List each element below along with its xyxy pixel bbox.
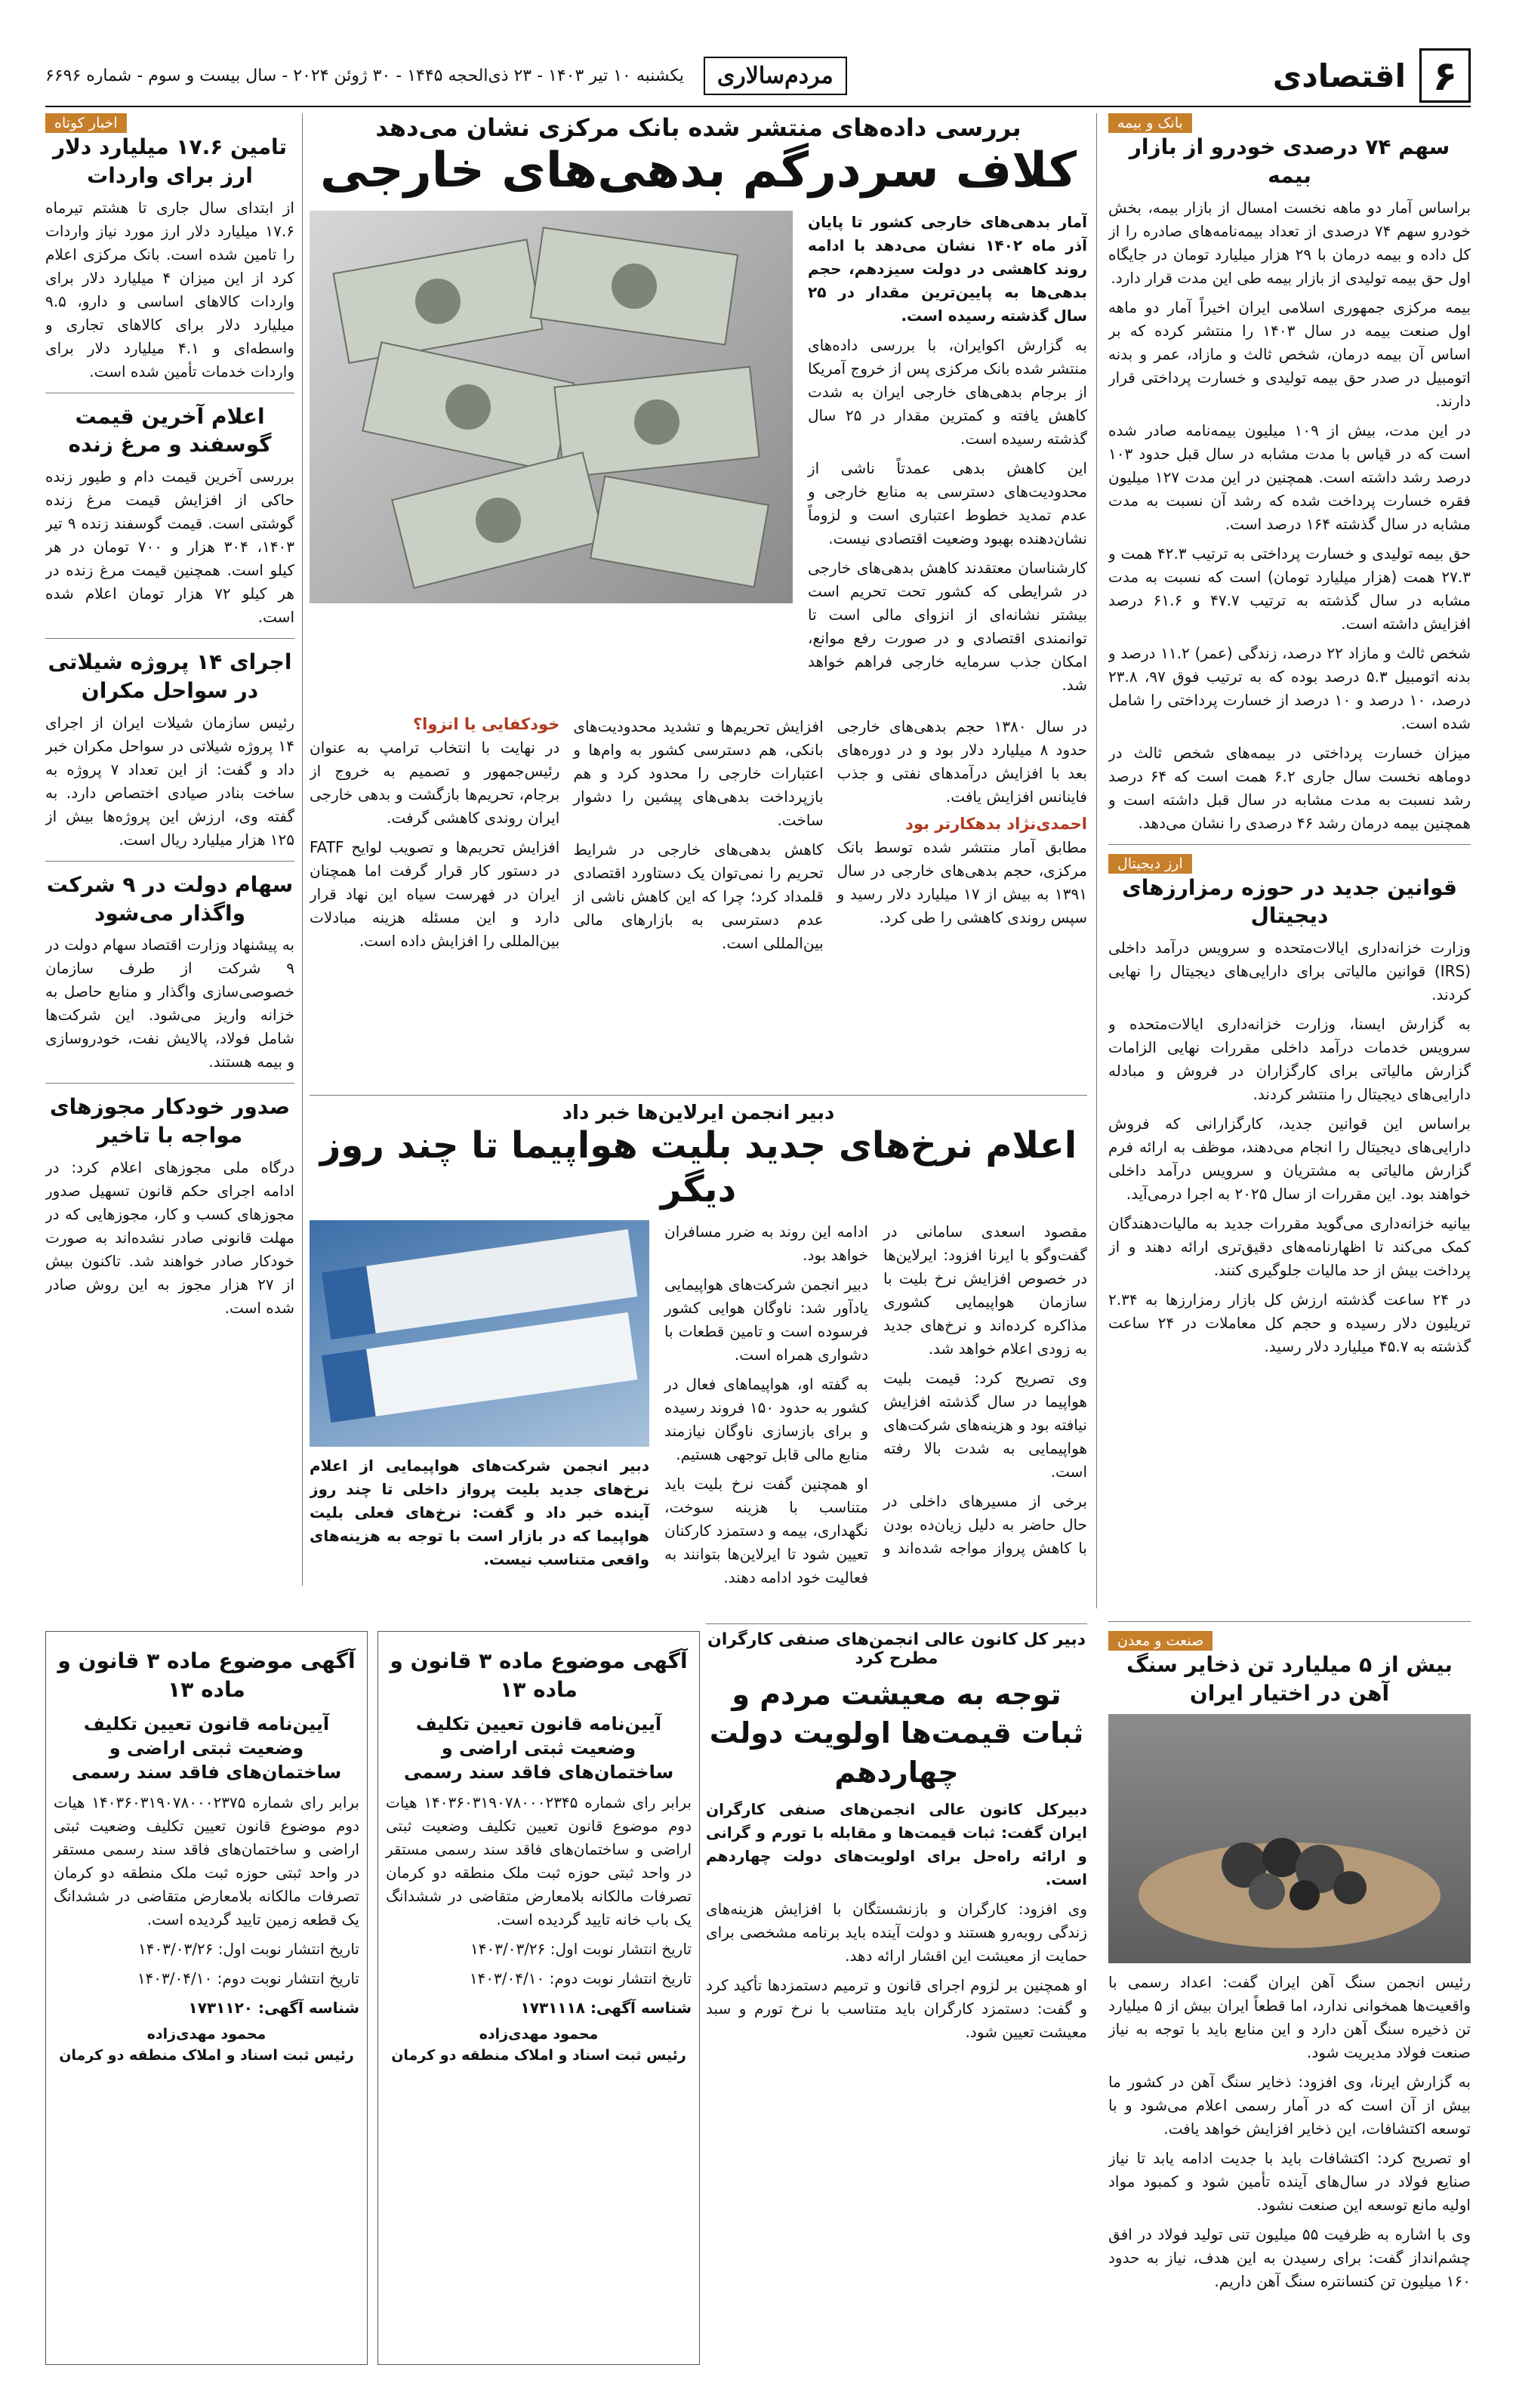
- ad-body: برابر رای شماره ۱۴۰۳۶۰۳۱۹۰۷۸۰۰۰۲۳۷۵ هیات دوم موضوع قانون تعیین تکلیف وضعیت ثبتی اراضی و ساختمان‌های فاقد سند رسمی مستقر در واحد ثبتی حوزه ثبت ملک منطقه دو کرمان تصرفات مالکانه بلامعارض متقاضی در ششدانگ یک قطعه زمین تایید گردیده است.: [54, 1793, 359, 1929]
- ad-date: تاریخ انتشار نوبت دوم: ۱۴۰۳/۰۴/۱۰: [137, 1969, 359, 1987]
- paragraph: در نهایت با انتخاب ترامپ به عنوان رئیس‌جمهور و تصمیم به خروج از برجام، تحریم‌ها بازگشت و بدهی خارجی ایران روندی کاهشی گرفت.: [310, 738, 560, 827]
- column-divider: [1096, 113, 1097, 1608]
- ad-signer-title: رئیس ثبت اسناد و املاک منطقه دو کرمان: [391, 2046, 686, 2064]
- paragraph: بیمه مرکزی جمهوری اسلامی ایران اخیراً آمار دو ماهه اول صنعت بیمه در سال ۱۴۰۳ را منتشر کرده که بر اساس آن بیمه درمان، شخص ثالث و مازاد، عمر و بدنه اتومبیل در صدر حق بیمه تولیدی و خسارت پرداختی قرار دارند.: [1108, 298, 1471, 410]
- paragraph: در سال ۱۳۸۰ حجم بدهی‌های خارجی حدود ۸ میلیارد دلار بود و در دوره‌های بعد با افزایش درآمدهای نفتی و جذب فاینانس افزایش یافت.: [837, 717, 1087, 806]
- paragraph: او همچنین گفت نرخ بلیت باید متناسب با هزینه سوخت، نگهداری، بیمه و دستمزد کارکنان تعیین شود تا ایرلاین‌ها بتوانند به فعالیت خود ادامه دهند.: [664, 1475, 868, 1587]
- digital-currency-section: [1108, 854, 1471, 1359]
- ad-signer: محمود مهدی‌زاده: [146, 2025, 267, 2043]
- section-tag: اخبار کوتاه: [45, 113, 127, 133]
- brief-title: اعلام آخرین قیمت گوسفند و مرغ زنده: [68, 403, 272, 458]
- paragraph: به گفته او، هواپیماهای فعال در کشور به حدود ۱۵۰ فروند رسیده و برای بازسازی ناوگان نیازمند منابع مالی قابل توجهی هستیم.: [664, 1375, 869, 1464]
- paragraph: وی افزود: کارگران و بازنشستگان با افزایش هزینه‌های زندگی روبه‌رو هستند و دولت آینده باید برنامه مشخصی برای حمایت از معیشت این اقشار ارائه دهد.: [706, 1899, 1087, 1965]
- article-title: سهم ۷۴ درصدی خودرو از بازار بیمه: [1129, 134, 1450, 188]
- divider: [45, 638, 294, 639]
- labour-story: [706, 1623, 1087, 2366]
- paragraph: او همچنین بر لزوم اجرای قانون و ترمیم دستمزدها تأکید کرد و گفت: دستمزد کارگران باید متناسب با نرخ تورم و سبد معیشت تعیین شود.: [706, 1975, 1087, 2041]
- labour-kicker: دبیر کل کانون عالی انجمن‌های صنفی کارگران مطرح کرد: [707, 1630, 1086, 1668]
- paragraph: دبیر انجمن شرکت‌های هواپیمایی یادآور شد: ناوگان هوایی کشور فرسوده است و تامین قطعات با دشواری همراه است.: [664, 1275, 868, 1364]
- lead-body: [310, 715, 1087, 955]
- paragraph: براساس این قوانین جدید، کارگزارانی که فروش دارایی‌های دیجیتال را انجام می‌دهند، موظف به ارائه فرم گزارش مالیاتی به مشتریان و سرویس درآمد داخلی خواهند بود. این مقررات از سال ۲۰۲۵ به اجرا درمی‌آید.: [1108, 1115, 1471, 1204]
- lead-title: کلاف سردرگم بدهی‌های خارجی: [320, 143, 1077, 199]
- divider: [45, 1083, 294, 1084]
- paragraph: به گزارش ایسنا، وزارت خزانه‌داری ایالات‌متحده و سرویس خدمات درآمد داخلی مقررات نهایی الزامات گزارش مالیاتی برای کارگزاران در فروش و مبادله دارایی‌های دیجیتال را منتشر کردند.: [1108, 1015, 1471, 1104]
- lead-story: [310, 113, 1087, 1087]
- ad-heading: آگهی موضوع ماده ۳ قانون و ماده ۱۳: [57, 1648, 356, 1702]
- paragraph: میزان خسارت پرداختی در بیمه‌های شخص ثالث در دوماهه نخست سال جاری ۶.۲ همت است که ۶۴ درصد رشد نسبت به مدت مشابه در سال قبل داشته است و همچنین بیمه درمان رشد ۴۶ درصدی را نشان می‌دهد.: [1108, 743, 1471, 832]
- boarding-pass-illustration: [310, 1220, 649, 1447]
- article-title: بیش از ۵ میلیارد تن ذخایر سنگ آهن در اختیار ایران: [1126, 1652, 1453, 1706]
- paragraph: افزایش تحریم‌ها و تشدید محدودیت‌های بانکی، هم دسترسی کشور به وام‌ها و اعتبارات خارجی را محدود کرد و هم بازپرداخت بدهی‌های پیشین را دشوار ساخت.: [573, 717, 824, 829]
- paragraph: این کاهش بدهی عمدتاً ناشی از محدودیت‌های دسترسی به منابع خارجی و عدم تمدید خطوط اعتباری است و لزوماً نشان‌دهنده بهبود وضعیت اقتصادی نیست.: [808, 458, 1087, 547]
- flight-title: اعلام نرخ‌های جدید بلیت هواپیما تا چند روز دیگر: [319, 1124, 1077, 1210]
- ad-date: تاریخ انتشار نوبت اول: ۱۴۰۳/۰۳/۲۶: [138, 1939, 359, 1958]
- flight-lead-column: [310, 1220, 649, 1589]
- brief-text: درگاه ملی مجوزهای اعلام کرد: در ادامه اجرای حکم قانون تسهیل صدور مجوزهای کسب و کار، مجوزهایی که در مهلت قانونی صادر نشده‌اند به صورت خودکار صادر خواهند شد. تاکنون بیش از ۲۷ هزار مجوز به این روش صادر شده است.: [45, 1158, 294, 1317]
- brief-title: صدور خودکار مجوزهای مواجه با تاخیر: [49, 1094, 291, 1149]
- section-tag: بانک و بیمه: [1108, 113, 1192, 133]
- paragraph: کارشناسان معتقدند کاهش بدهی‌های خارجی در شرایطی که کشور تحت تحریم است بیشتر نشانه‌ای از انزوای مالی است تا توانمندی اقتصادی و در صورت رفع موانع، امکان جذب سرمایه خارجی فراهم خواهد شد.: [808, 558, 1087, 694]
- lead-subhead: خودکفایی یا انزوا؟: [412, 714, 560, 733]
- ad-body: برابر رای شماره ۱۴۰۳۶۰۳۱۹۰۷۸۰۰۰۲۳۴۵ هیات دوم موضوع قانون تعیین تکلیف وضعیت ثبتی اراضی و ساختمان‌های فاقد سند رسمی مستقر در واحد ثبتی حوزه ثبت ملک منطقه دو کرمان تصرفات مالکانه بلامعارض متقاضی در ششدانگ یک باب خانه تایید گردیده است.: [386, 1793, 692, 1929]
- paragraph: او تصریح کرد: اکتشافات باید با جدیت ادامه یابد تا نیاز صنایع فولاد در سال‌های آینده تأمین شود و کمبود مواد اولیه مانع توسعه این صنعت نشود.: [1108, 2148, 1471, 2214]
- flight-intro: دبیر انجمن شرکت‌های هواپیمایی از اعلام نرخ‌های جدید بلیت پرواز داخلی تا چند روز آینده خبر داد و گفت: نرخ‌های فعلی بلیت هواپیما که در بازار است با توجه به هزینه‌های واقعی متناسب نیست.: [310, 1457, 649, 1569]
- article-title: قوانین جدید در حوزه رمزارزهای دیجیتال: [1122, 874, 1457, 929]
- paragraph: بیانیه خزانه‌داری می‌گوید مقررات جدید به مالیات‌دهندگان کمک می‌کند تا اظهارنامه‌های دقیق‌تری ارائه دهند و از پرداخت بیش از حد مالیات جلوگیری کنند.: [1108, 1214, 1471, 1280]
- page-number: ۶: [1419, 48, 1471, 103]
- iron-ore-photo: [1108, 1714, 1471, 1963]
- dollar-bills-illustration: [310, 211, 793, 603]
- paragraph: حق بیمه تولیدی و خسارت پرداختی به ترتیب ۴۲.۳ همت و ۲۷.۳ همت (هزار میلیارد تومان) است که نسبت به مدت مشابه در سال گذشته به ترتیب ۴۷.۷ و ۶۱.۶ درصد افزایش داشته است.: [1108, 544, 1471, 633]
- lead-intro-column: [808, 211, 1087, 703]
- paragraph: وی با اشاره به ظرفیت ۵۵ میلیون تنی تولید فولاد در افق چشم‌انداز گفت: برای رسیدن به این هدف، نیاز به حدود ۱۶۰ میلیون تن کنسانتره سنگ آهن داریم.: [1108, 2225, 1471, 2290]
- ad-signer-title: رئیس ثبت اسناد و املاک منطقه دو کرمان: [59, 2046, 354, 2064]
- flight-body: [664, 1220, 1087, 1589]
- brief-title: سهام دولت در ۹ شرکت واگذار می‌شود: [46, 871, 294, 926]
- brief-text: از ابتدای سال جاری تا هشتم تیرماه ۱۷.۶ میلیارد دلار ارز مورد نیاز واردات را تامین شده است. بانک مرکزی اعلام کرد از این میزان ۴ میلیارد دلار برای واردات کالاهای اساسی و دارو، ۹.۵ میلیارد دلار برای کالاهای تجاری و واسطه‌ای و ۴.۱ میلیارد دلار برای واردات خدمات تأمین شده است.: [45, 198, 294, 381]
- paragraph: وزارت خزانه‌داری ایالات‌متحده و سرویس درآمد داخلی (IRS) قوانین مالیاتی برای دارایی‌های دیجیتال را نهایی کردند.: [1108, 939, 1471, 1004]
- paragraph: وی تصریح کرد: قیمت بلیت هواپیما در سال گذشته افزایش نیافته بود و هزینه‌های شرکت‌های هواپیمایی به شدت بالا رفته است.: [883, 1369, 1087, 1481]
- paragraph: رئیس انجمن سنگ آهن ایران گفت: اعداد رسمی با واقعیت‌ها همخوانی ندارد، اما قطعاً ایران بیش از ۵ میلیارد تن ذخیره سنگ آهن دارد و این منابع باید با توجه به نیاز صنعت فولاد مدیریت شود.: [1108, 1972, 1471, 2061]
- paragraph: مقصود اسعدی سامانی در گفت‌وگو با ایرنا افزود: ایرلاین‌ها در خصوص افزایش نرخ بلیت با سازمان هواپیمایی کشوری مذاکره کرده‌اند و نرخ‌های جدید به زودی اعلام خواهد شد.: [883, 1222, 1087, 1358]
- paragraph: براساس آمار دو ماهه نخست امسال از بازار بیمه، بخش خودرو سهم ۷۴ درصدی از تعداد بیمه‌نامه‌های صادره را از کل داده و بیمه درمان با ۲۹ هزار میلیارد تومان در جایگاه اول حق بیمه تولیدی از بازار بیمه طی این مدت قرار دارد.: [1108, 198, 1471, 287]
- ad-date: تاریخ انتشار نوبت دوم: ۱۴۰۳/۰۴/۱۰: [469, 1969, 692, 1987]
- section-tag: صنعت و معدن: [1108, 1631, 1212, 1651]
- legal-ad-2: [45, 1631, 368, 2365]
- labour-title: توجه به معیشت مردم و ثبات قیمت‌ها اولویت دولت چهاردهم: [709, 1678, 1084, 1789]
- lead-subhead: احمدی‌نژاد بدهکارتر بود: [905, 814, 1087, 833]
- brief-text: به پیشنهاد وزارت اقتصاد سهام دولت در ۹ شرکت از طرف سازمان خصوصی‌سازی واگذار و منابع حاصل به خزانه واریز می‌شود. این شرکت‌ها شامل فولاد، پالایش نفت، خودروسازی و بیمه هستند.: [45, 936, 294, 1071]
- paragraph: به گزارش اکوایران، با بررسی داده‌های منتشر شده بانک مرکزی پس از خروج آمریکا از برجام بدهی‌های خارجی ایران به شدت کاهش یافته و کمترین مقدار در ۲۵ سال گذشته رسیده است.: [808, 335, 1087, 448]
- paragraph: افزایش تحریم‌ها و تصویب لوایح FATF در دستور کار قرار گرفت اما همچنان ایران در فهرست سیاه این نهاد قرار دارد و این مسئله هزینه مبادلات بین‌المللی را افزایش داده است.: [310, 837, 560, 950]
- boarding-pass-photo: [310, 1220, 649, 1447]
- masthead: [45, 45, 1471, 107]
- news-brief-column: [45, 113, 294, 1631]
- legal-ad-1: [377, 1631, 700, 2365]
- ad-heading: آگهی موضوع ماده ۳ قانون و ماده ۱۳: [390, 1648, 688, 1702]
- ad-subheading: آیین‌نامه قانون تعیین تکلیف وضعیت ثبتی اراضی و ساختمان‌های فاقد سند رسمی: [403, 1713, 674, 1784]
- brief-text: رئیس سازمان شیلات ایران از اجرای ۱۴ پروژه شیلاتی در سواحل مکران خبر داد و گفت: از این تعداد ۷ پروژه به ساخت بنادر صیادی اختصاص دارد. به گفته وی، ارزش این پروژه‌ها بیش از ۱۲۵ هزار میلیارد ریال است.: [45, 713, 294, 849]
- divider: [1108, 844, 1471, 845]
- ad-subheading: آیین‌نامه قانون تعیین تکلیف وضعیت ثبتی اراضی و ساختمان‌های فاقد سند رسمی: [71, 1713, 342, 1784]
- divider: [1108, 1621, 1471, 1622]
- flight-kicker: دبیر انجمن ایرلاین‌ها خبر داد: [562, 1102, 835, 1124]
- industry-mine-section: [1108, 1612, 1471, 2360]
- section-tag: ارز دیجیتال: [1108, 854, 1192, 874]
- paragraph: در این مدت، بیش از ۱۰۹ میلیون بیمه‌نامه صادر شده است که در قیاس با مدت مشابه در سال قبل حدود ۱۰۳ درصد رشد داشته است. همچنین در این مدت ۱۲۷ میلیون فقره خسارت پرداخت شده که رشد آن نسبت به مدت مشابه در سال گذشته ۱۶۴ درصد است.: [1108, 421, 1471, 533]
- right-column: [1108, 113, 1471, 1605]
- paragraph: کاهش بدهی‌های خارجی در شرایط تحریم را نمی‌توان یک دستاورد اقتصادی قلمداد کرد؛ چرا که این کاهش ناشی از عدم دسترسی به بازارهای مالی بین‌المللی است.: [573, 840, 824, 952]
- lead-kicker: بررسی داده‌های منتشر شده بانک مرکزی نشان می‌دهد: [375, 113, 1021, 142]
- paragraph: مطابق آمار منتشر شده توسط بانک مرکزی، حجم بدهی‌های خارجی در سال ۱۳۹۱ به بیش از ۱۷ میلیارد دلار رسید و سپس روندی کاهشی را طی کرد.: [837, 837, 1087, 927]
- brief-title: تامین ۱۷.۶ میلیارد دلار ارز برای واردات: [52, 134, 288, 188]
- ad-date: تاریخ انتشار نوبت اول: ۱۴۰۳/۰۳/۲۶: [470, 1939, 692, 1958]
- brief-title: اجرای ۱۴ پروژه شیلاتی در سواحل مکران: [48, 649, 292, 703]
- divider: [45, 861, 294, 862]
- paragraph: در ۲۴ ساعت گذشته ارزش کل بازار رمزارزها به ۲.۳۴ تریلیون دلار رسیده و حجم کل معاملات در ۲۴ ساعت گذشته به ۴۵.۷ میلیارد دلار رسید.: [1108, 1290, 1471, 1356]
- newspaper-logo: مردم‌سالاری: [704, 57, 847, 95]
- dollar-bills-photo: [310, 211, 793, 603]
- flight-story: [310, 1095, 1087, 1623]
- paragraph: دبیرکل کانون عالی انجمن‌های صنفی کارگران ایران گفت: ثبات قیمت‌ها و مقابله با تورم و گرانی و ارائه راه‌حل برای اولویت‌های دولت چهاردهم است.: [706, 1799, 1087, 1888]
- paragraph: به گزارش ایرنا، وی افزود: ذخایر سنگ آهن در کشور ما بیش از آن است که در آمار رسمی اعلام می‌شود و با توسعه اکتشافات، این ذخایر افزایش خواهد یافت.: [1108, 2072, 1471, 2138]
- paragraph: برخی از مسیرهای داخلی در حال حاضر به دلیل زیان‌ده بودن با کاهش پرواز مواجه شده‌اند و ادامه این روند به ضرر مسافران خواهد بود.: [664, 1222, 1087, 1558]
- issue-line: یکشنبه ۱۰ تیر ۱۴۰۳ - ۲۳ ذی‌الحجه ۱۴۴۵ - ۳۰ ژوئن ۲۰۲۴ - سال بیست و سوم - شماره ۶۶۹۶: [45, 66, 684, 85]
- section-title: اقتصادی: [1272, 57, 1406, 94]
- ad-signer: محمود مهدی‌زاده: [479, 2025, 599, 2043]
- column-divider: [302, 113, 303, 1586]
- paragraph: شخص ثالث و مازاد ۲۲ درصد، زندگی (عمر) ۱۱.۲ درصد و بدنه اتومبیل ۵.۳ درصد بوده که به ترتیب فوق ۹۷، ۲۳.۸ درصد، ۱۰ درصد و ۱۰ درصد از خسارت پرداختی را شامل شده است.: [1108, 643, 1471, 732]
- ad-code: شناسه آگهی: ۱۷۳۱۱۱۸: [520, 1998, 692, 2017]
- ad-code: شناسه آگهی: ۱۷۳۱۱۲۰: [188, 1998, 359, 2017]
- brief-text: بررسی آخرین قیمت دام و طیور زنده حاکی از افزایش قیمت مرغ زنده گوشتی است. قیمت گوسفند زنده ۹ تیر ۱۴۰۳، ۳۰۴ هزار و ۷۰۰ تومان در هر کیلو است. همچنین قیمت مرغ زنده در هر کیلو ۷۲ هزار تومان اعلام شده است.: [45, 467, 294, 627]
- lead-intro: آمار بدهی‌های خارجی کشور تا پایان آذر ماه ۱۴۰۲ نشان می‌دهد با ادامه روند کاهشی در دولت سیزدهم، حجم بدهی‌ها به پایین‌ترین مقدار در ۲۵ سال گذشته رسیده است.: [808, 212, 1087, 325]
- iron-ore-illustration: [1108, 1714, 1471, 1963]
- bank-insurance-section: [1108, 113, 1471, 835]
